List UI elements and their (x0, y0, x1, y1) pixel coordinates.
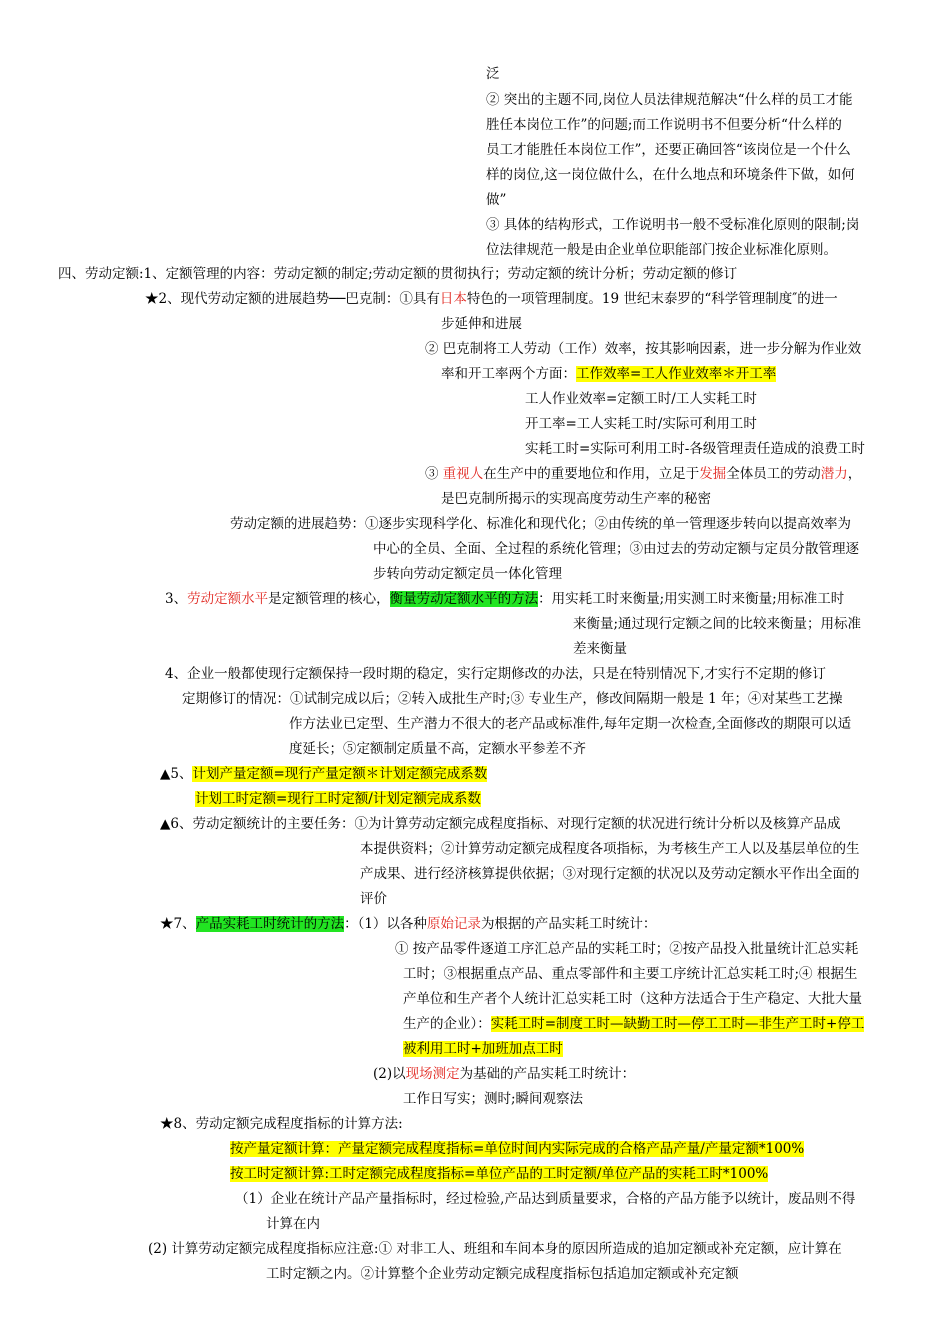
text-line: 计算在内 (266, 1216, 320, 1232)
text-line: 生产的企业）：实耗工时=制度工时—缺勤工时—停工工时—非生产工时+停工 (403, 1016, 865, 1032)
item-7-line: ★7、产品实耗工时统计的方法：（1）以各种原始记录为根据的产品实耗工时统计： (160, 916, 657, 932)
formula-line: 工人作业效率=定额工时/工人实耗工时 (525, 391, 757, 407)
text-line: ② 突出的主题不同,岗位人员法律规范解决“什么样的员工才能 (486, 92, 853, 108)
formula-highlight: 计划产量定额=现行产量定额＊计划定额完成系数 (192, 766, 488, 782)
text-line: 产成果、进行经济核算提供依据；③对现行定额的状况以及劳动定额水平作出全面的 (360, 866, 860, 882)
text-line: 步转向劳动定额定员一体化管理 (373, 566, 562, 582)
text-line: 工时；③根据重点产品、重点零部件和主要工序统计汇总实耗工时;④ 根据生 (403, 966, 858, 982)
text-line: 做” (486, 192, 507, 208)
highlight-red: 劳动定额水平 (187, 591, 269, 607)
formula-line (195, 790, 481, 808)
formula-line (230, 1165, 768, 1183)
text-line: 作方法业已定型、生产潜力不很大的老产品或标准件,每年定期一次检查,全面修改的期限可以适 (289, 716, 852, 732)
text-line: (2)以现场测定为基础的产品实耗工时统计： (373, 1066, 636, 1082)
highlight-red: 现场测定 (405, 1066, 460, 1082)
text-line: 步延伸和进展 (441, 316, 522, 332)
item-3-line: 3、劳动定额水平是定额管理的核心，衡量劳动定额水平的方法：用实耗工时来衡量;用实测工时来衡量;用标准工时 (165, 591, 845, 607)
text-line: 来衡量;通过现行定额之间的比较来衡量；用标准 (573, 616, 862, 632)
section-heading: 四、劳动定额:1、定额管理的内容：劳动定额的制定;劳动定额的贯彻执行；劳动定额的统计分析；劳动定额的修订 (58, 266, 738, 282)
highlight-green: 衡量劳动定额水平的方法 (389, 591, 539, 607)
formula-line: 实耗工时=实际可利用工时-各级管理责任造成的浪费工时 (525, 441, 865, 457)
formula-highlight: 实耗工时=制度工时—缺勤工时—停工工时—非生产工时+停工 (490, 1016, 865, 1032)
text-line: 率和开工率两个方面：工作效率=工人作业效率＊开工率 (441, 366, 777, 382)
item-5-line: ▲5、计划产量定额=现行产量定额＊计划定额完成系数 (160, 766, 488, 782)
formula-highlight: 按产量定额计算：产量定额完成程度指标=单位时间内实际完成的合格产品产量/产量定额*100% (230, 1141, 805, 1157)
item-2-line: ★2、现代劳动定额的进展趋势──巴克制：①具有日本特色的一项管理制度。19 世纪末泰罗的“科学管理制度″的进一 (145, 291, 838, 307)
text-line: 工作日写实；测时;瞬间观察法 (403, 1091, 584, 1107)
highlight-red: 发掘 (699, 466, 727, 482)
text-line: 工时定额之内。②计算整个企业劳动定额完成程度指标包括追加定额或补充定额 (266, 1266, 739, 1282)
text-line: 样的岗位,这一岗位做什么，在什么地点和环境条件下做，如何 (486, 167, 855, 183)
text-line: 差来衡量 (573, 641, 627, 657)
text-line: ③ 重视人在生产中的重要地位和作用，立足于发掘全体员工的劳动潜力， (425, 466, 862, 482)
text-line: 评价 (360, 891, 387, 907)
item-4-line: 4、企业一般都使现行定额保持一段时期的稳定，实行定期修改的办法，只是在特别情况下,才实行不定期的修订 (165, 666, 826, 682)
formula-line: 开工率=工人实耗工时/实际可利用工时 (525, 416, 757, 432)
text-line: ① 按产品零件逐道工序汇总产品的实耗工时；②按产品投入批量统计汇总实耗 (395, 941, 859, 957)
text-line: 本提供资料；②计算劳动定额完成程度各项指标，为考核生产工人以及基层单位的生 (360, 841, 860, 857)
text-line: 中心的全员、全面、全过程的系统化管理；③由过去的劳动定额与定员分散管理逐 (373, 541, 859, 557)
text-line: 是巴克制所揭示的实现高度劳动生产率的秘密 (441, 491, 711, 507)
text-line: 定期修订的情况：①试制完成以后；②转入成批生产时;③ 专业生产，修改间隔期一般是 1 年；④对某些工艺操 (182, 691, 843, 707)
highlight-red: 日本 (439, 291, 467, 307)
highlight-red: 潜力 (820, 466, 848, 482)
highlight-green: 产品实耗工时统计的方法 (195, 916, 345, 932)
text-line: 员工才能胜任本岗位工作”，还要正确回答“该岗位是一个什么 (486, 142, 851, 158)
formula-highlight: 按工时定额计算:工时定额完成程度指标=单位产品的工时定额/单位产品的实耗工时*100% (230, 1166, 769, 1182)
formula-highlight: 被利用工时+加班加点工时 (403, 1041, 563, 1057)
text-line: ② 巴克制将工人劳动（工作）效率，按其影响因素，进一步分解为作业效 (425, 341, 862, 357)
formula-line (230, 1140, 804, 1158)
text-line: 产单位和生产者个人统计汇总实耗工时（这种方法适合于生产稳定、大批大量 (403, 991, 862, 1007)
item-6-line: ▲6、劳动定额统计的主要任务：①为计算劳动定额完成程度指标、对现行定额的状况进行统计分析以及核算产品成 (160, 816, 841, 832)
highlight-red: 原始记录 (426, 916, 481, 932)
text-line: (2) 计算劳动定额完成程度指标应注意:① 对非工人、班组和车间本身的原因所造成的追加定额或补充定额，应计算在 (148, 1241, 842, 1257)
text-line: 位法律规范一般是由企业单位职能部门按企业标准化原则。 (486, 242, 837, 258)
text-line: ③ 具体的结构形式，工作说明书一般不受标准化原则的限制;岗 (486, 217, 860, 233)
formula-highlight: 工作效率=工人作业效率＊开工率 (576, 366, 777, 382)
formula-line (403, 1040, 563, 1058)
text-line: 胜任本岗位工作”的问题;而工作说明书不但要分析“什么样的 (486, 117, 842, 133)
highlight-red: 重视人 (442, 466, 484, 482)
text-line: 度延长；⑤定额制定质量不高，定额水平参差不齐 (289, 741, 586, 757)
text-line: 劳动定额的进展趋势：①逐步实现科学化、标准化和现代化；②由传统的单一管理逐步转向以提高效率为 (230, 516, 851, 532)
item-8-line: ★8、劳动定额完成程度指标的计算方法: (160, 1116, 403, 1132)
formula-highlight: 计划工时定额=现行工时定额/计划定额完成系数 (195, 791, 481, 807)
text-line: 泛 (486, 66, 500, 82)
text-line: （1）企业在统计产品产量指标时，经过检验,产品达到质量要求，合格的产品方能予以统计，废品则不得 (235, 1191, 856, 1207)
